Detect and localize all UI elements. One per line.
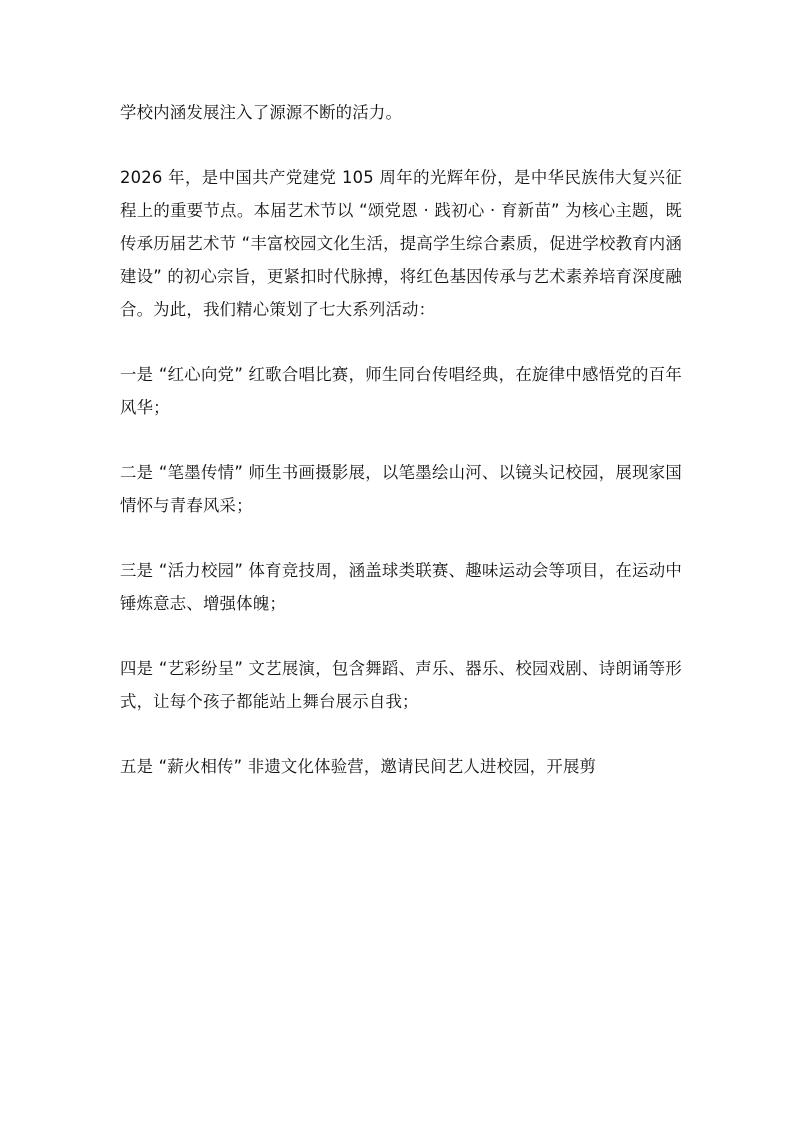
paragraph-activity-1: 一是 “红心向党” 红歌合唱比赛，师生同台传唱经典，在旋律中感悟党的百年风华； <box>120 365 682 417</box>
paragraph-intro-closing: 学校内涵发展注入了源源不断的活力。 <box>120 103 403 122</box>
paragraph-activity-3: 三是 “活力校园” 体育竞技周，涵盖球类联赛、趣味运动会等项目，在运动中锤炼意志、增强体魄； <box>120 561 682 613</box>
paragraph-activity-5: 五是 “薪火相传” 非遗文化体验营，邀请民间艺人进校园，开展剪 <box>120 757 597 776</box>
paragraph-activity-2: 二是 “笔墨传情” 师生书画摄影展，以笔墨绘山河、以镜头记校园，展现家国情怀与青春风采； <box>120 463 682 515</box>
paragraph-activity-4: 四是 “艺彩纷呈” 文艺展演，包含舞蹈、声乐、器乐、校园戏剧、诗朗诵等形式，让每个孩子都能站上舞台展示自我； <box>120 659 682 711</box>
paragraph-anniversary-theme: 2026 年，是中国共产党建党 105 周年的光辉年份，是中华民族伟大复兴征程上的重要节点。本届艺术节以 “颂党恩 · 践初心 · 育新苗” 为核心主题，既传承历届艺术节 “丰富校园文化生活，提高学生综合素质，促进学校教育内涵建设” 的初心宗旨，更紧扣时代脉搏，将红色基因传承与艺术素养培育深度融合。为此，我们精心策划了七大系列活动： <box>120 168 682 319</box>
document-body <box>120 96 682 815</box>
